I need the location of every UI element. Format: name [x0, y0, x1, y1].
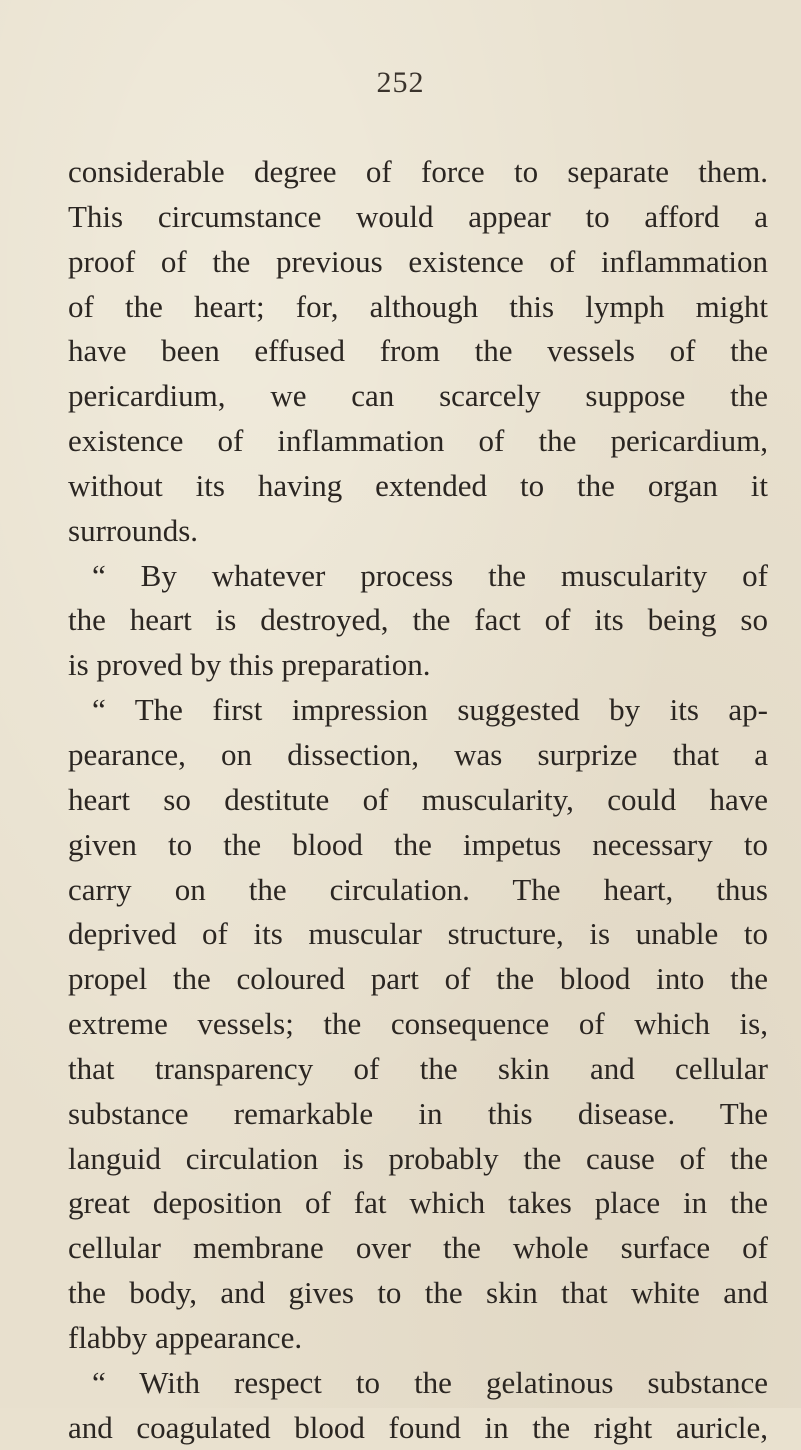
text-line: “ The first impression suggested by its ap- [92, 692, 768, 728]
text-line: the heart is destroyed, the fact of its being so [68, 602, 768, 638]
text-line: great deposition of fat which takes place in the [68, 1185, 768, 1221]
text-line: “ With respect to the gelatinous substance [92, 1364, 768, 1400]
text-line: is proved by this preparation. [68, 647, 431, 683]
page-number: 252 [376, 66, 425, 99]
text-line: propel the coloured part of the blood into the [68, 961, 768, 997]
text-line: This circumstance would appear to afford a [68, 198, 768, 234]
text-line: pearance, on dissection, was surprize that a [68, 736, 768, 772]
text-line: of the heart; for, although this lymph might [68, 288, 768, 324]
text-line: pericardium, we can scarcely suppose the [68, 378, 768, 414]
text-line: substance remarkable in this disease. The [68, 1095, 768, 1131]
text-line: flabby appearance. [68, 1319, 303, 1355]
body-text [68, 150, 768, 1450]
text-line: cellular membrane over the whole surface of [68, 1230, 768, 1266]
text-line: existence of inflammation of the pericardium, [68, 423, 768, 459]
text-line: that transparency of the skin and cellular [68, 1050, 768, 1086]
text-line: proof of the previous existence of inflammation [68, 243, 768, 279]
text-line: the body, and gives to the skin that white and [68, 1275, 768, 1311]
text-line: surrounds. [68, 512, 199, 548]
text-line: given to the blood the impetus necessary to [68, 826, 768, 862]
text-line: carry on the circulation. The heart, thus [68, 871, 768, 907]
text-line: and coagulated blood found in the right auricle, [68, 1409, 768, 1445]
text-line: deprived of its muscular structure, is unable to [68, 916, 768, 952]
text-line: without its having extended to the organ it [68, 467, 768, 503]
text-line: considerable degree of force to separate them. [68, 154, 768, 189]
text-line: extreme vessels; the consequence of which is, [68, 1006, 768, 1042]
text-line: have been effused from the vessels of the [68, 333, 768, 369]
text-line: heart so destitute of muscularity, could have [68, 781, 768, 817]
text-line: languid circulation is probably the cause of the [68, 1140, 768, 1176]
text-line: “ By whatever process the muscularity of [92, 557, 768, 593]
